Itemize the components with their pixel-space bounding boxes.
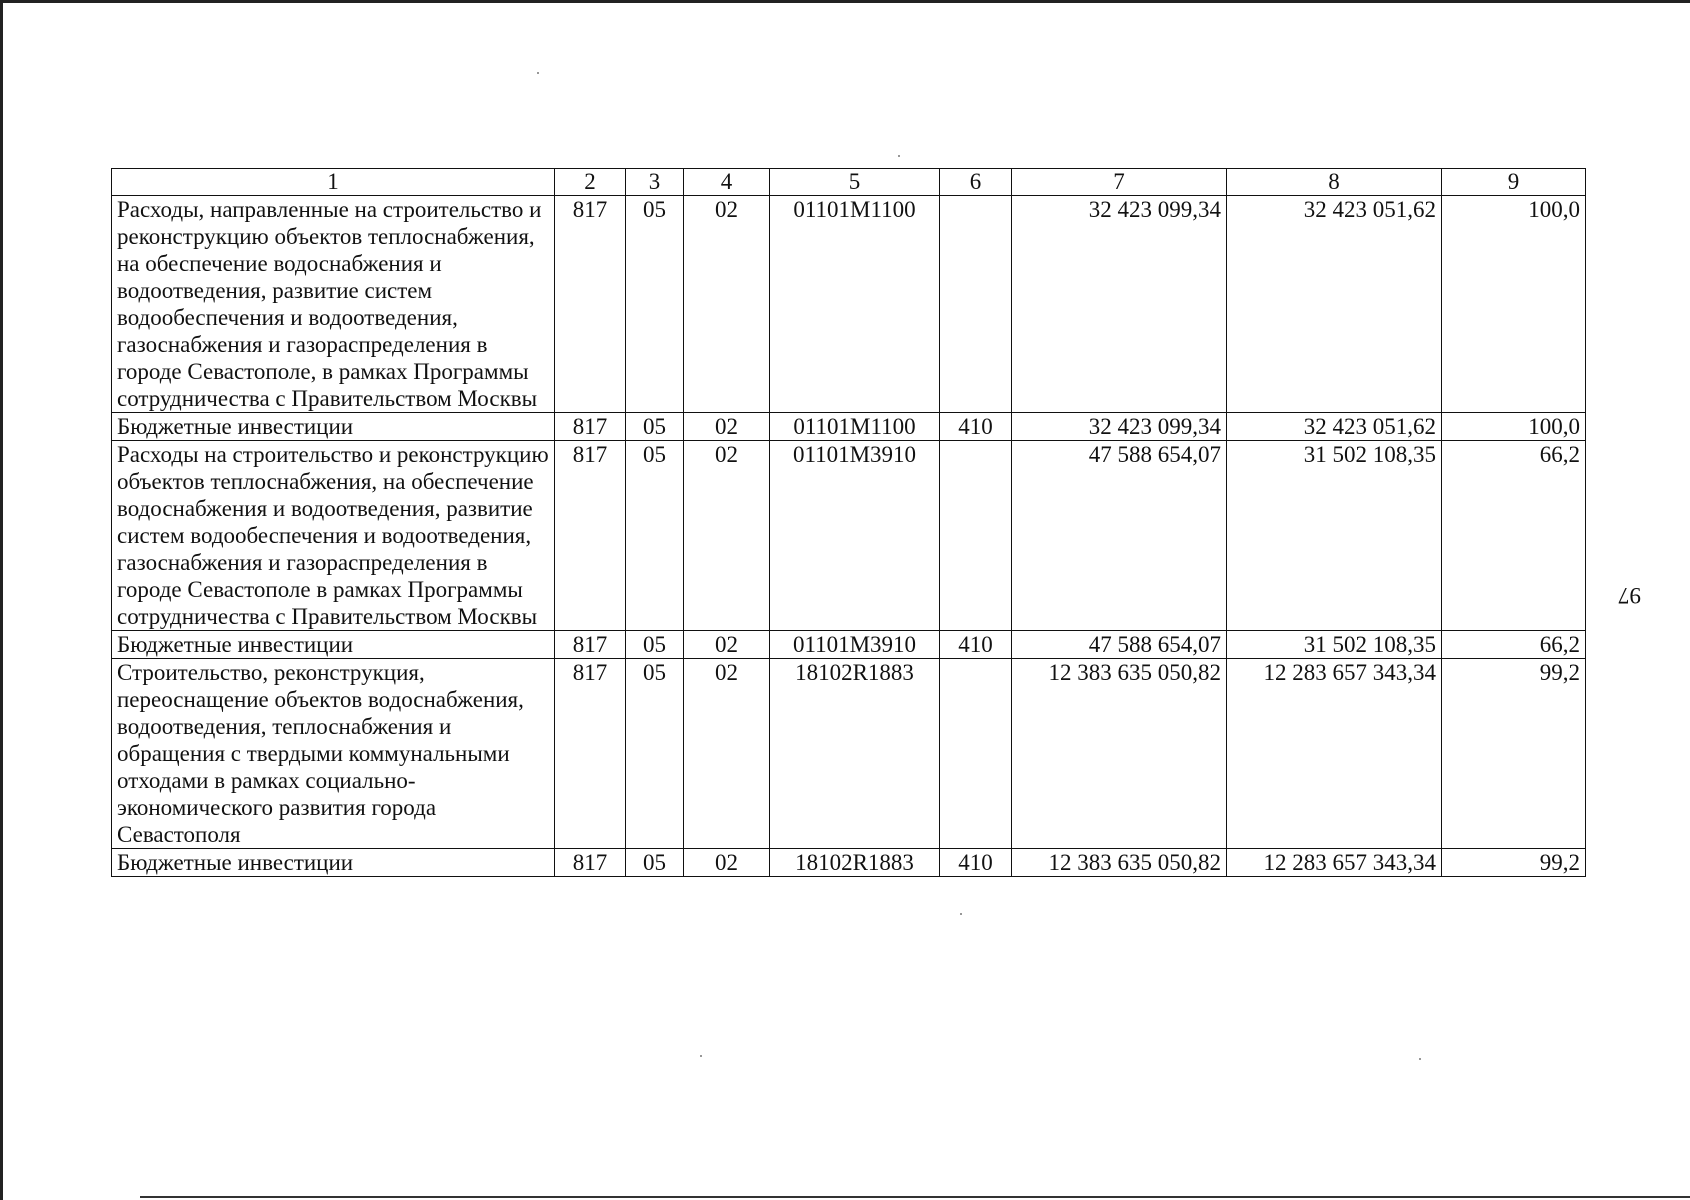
cell-section: 05 <box>626 413 684 441</box>
column-header: 6 <box>940 169 1012 196</box>
cell-department: 817 <box>555 659 626 849</box>
cell-expense-type <box>940 659 1012 849</box>
cell-subsection: 02 <box>684 659 770 849</box>
cell-expense-type: 410 <box>940 413 1012 441</box>
scan-speck <box>960 913 962 915</box>
column-header: 2 <box>555 169 626 196</box>
cell-planned: 47 588 654,07 <box>1012 631 1227 659</box>
row-name: Бюджетные инвестиции <box>112 849 555 877</box>
scan-edge-bottom <box>140 1196 1690 1198</box>
cell-expense-type <box>940 196 1012 413</box>
cell-executed: 12 283 657 343,34 <box>1227 849 1442 877</box>
cell-target-article: 18102R1883 <box>770 659 940 849</box>
row-name: Бюджетные инвестиции <box>112 413 555 441</box>
cell-section: 05 <box>626 441 684 631</box>
table-header-row <box>112 169 1586 196</box>
cell-expense-type: 410 <box>940 631 1012 659</box>
row-name: Бюджетные инвестиции <box>112 631 555 659</box>
cell-section: 05 <box>626 631 684 659</box>
cell-section: 05 <box>626 849 684 877</box>
cell-section: 05 <box>626 659 684 849</box>
table-row <box>112 441 1586 631</box>
cell-target-article: 18102R1883 <box>770 849 940 877</box>
cell-expense-type <box>940 441 1012 631</box>
cell-percent: 99,2 <box>1442 849 1586 877</box>
cell-planned: 32 423 099,34 <box>1012 196 1227 413</box>
cell-subsection: 02 <box>684 631 770 659</box>
cell-subsection: 02 <box>684 441 770 631</box>
cell-target-article: 01101М1100 <box>770 196 940 413</box>
table-row <box>112 413 1586 441</box>
table-row <box>112 631 1586 659</box>
cell-subsection: 02 <box>684 196 770 413</box>
cell-percent: 66,2 <box>1442 441 1586 631</box>
scan-speck <box>700 1055 702 1057</box>
cell-executed: 31 502 108,35 <box>1227 631 1442 659</box>
row-name: Расходы, направленные на строительство и реконструкцию объектов теплоснабжения, на обеспечение водоснабжения и водоотведения, развитие систем водообеспечения и водоотведения, газоснабжения и газораспределения в городе Севастополе, в рамках Программы сотрудничества с Правительством Москвы <box>112 196 555 413</box>
column-header: 1 <box>112 169 555 196</box>
cell-department: 817 <box>555 849 626 877</box>
row-name: Расходы на строительство и реконструкцию объектов теплоснабжения, на обеспечение водоснабжения и водоотведения, развитие систем водообеспечения и водоотведения, газоснабжения и газораспределения в городе Севастополе в рамках Программы сотрудничества с Правительством Москвы <box>112 441 555 631</box>
column-header: 7 <box>1012 169 1227 196</box>
cell-department: 817 <box>555 631 626 659</box>
scan-speck <box>537 72 539 74</box>
scan-edge-top <box>0 0 1690 3</box>
cell-planned: 47 588 654,07 <box>1012 441 1227 631</box>
cell-percent: 99,2 <box>1442 659 1586 849</box>
column-header: 3 <box>626 169 684 196</box>
table-row <box>112 196 1586 413</box>
cell-planned: 12 383 635 050,82 <box>1012 849 1227 877</box>
cell-percent: 100,0 <box>1442 413 1586 441</box>
cell-subsection: 02 <box>684 413 770 441</box>
cell-subsection: 02 <box>684 849 770 877</box>
cell-target-article: 01101М3910 <box>770 441 940 631</box>
cell-planned: 12 383 635 050,82 <box>1012 659 1227 849</box>
cell-percent: 66,2 <box>1442 631 1586 659</box>
scan-edge-left <box>0 0 3 1200</box>
cell-target-article: 01101М3910 <box>770 631 940 659</box>
cell-target-article: 01101М1100 <box>770 413 940 441</box>
table-row <box>112 849 1586 877</box>
budget-table <box>111 168 1586 877</box>
cell-executed: 32 423 051,62 <box>1227 413 1442 441</box>
page-number: 97 <box>1618 583 1641 608</box>
cell-department: 817 <box>555 413 626 441</box>
table-row <box>112 659 1586 849</box>
cell-section: 05 <box>626 196 684 413</box>
cell-expense-type: 410 <box>940 849 1012 877</box>
cell-planned: 32 423 099,34 <box>1012 413 1227 441</box>
cell-department: 817 <box>555 196 626 413</box>
column-header: 5 <box>770 169 940 196</box>
scan-speck <box>898 155 900 157</box>
cell-executed: 31 502 108,35 <box>1227 441 1442 631</box>
column-header: 8 <box>1227 169 1442 196</box>
column-header: 9 <box>1442 169 1586 196</box>
cell-executed: 32 423 051,62 <box>1227 196 1442 413</box>
cell-executed: 12 283 657 343,34 <box>1227 659 1442 849</box>
scan-speck <box>1419 1058 1421 1060</box>
column-header: 4 <box>684 169 770 196</box>
cell-department: 817 <box>555 441 626 631</box>
cell-percent: 100,0 <box>1442 196 1586 413</box>
row-name: Строительство, реконструкция, переоснащение объектов водоснабжения, водоотведения, теплоснабжения и обращения с твердыми коммунальными отходами в рамках социально-экономического развития города Севастополя <box>112 659 555 849</box>
